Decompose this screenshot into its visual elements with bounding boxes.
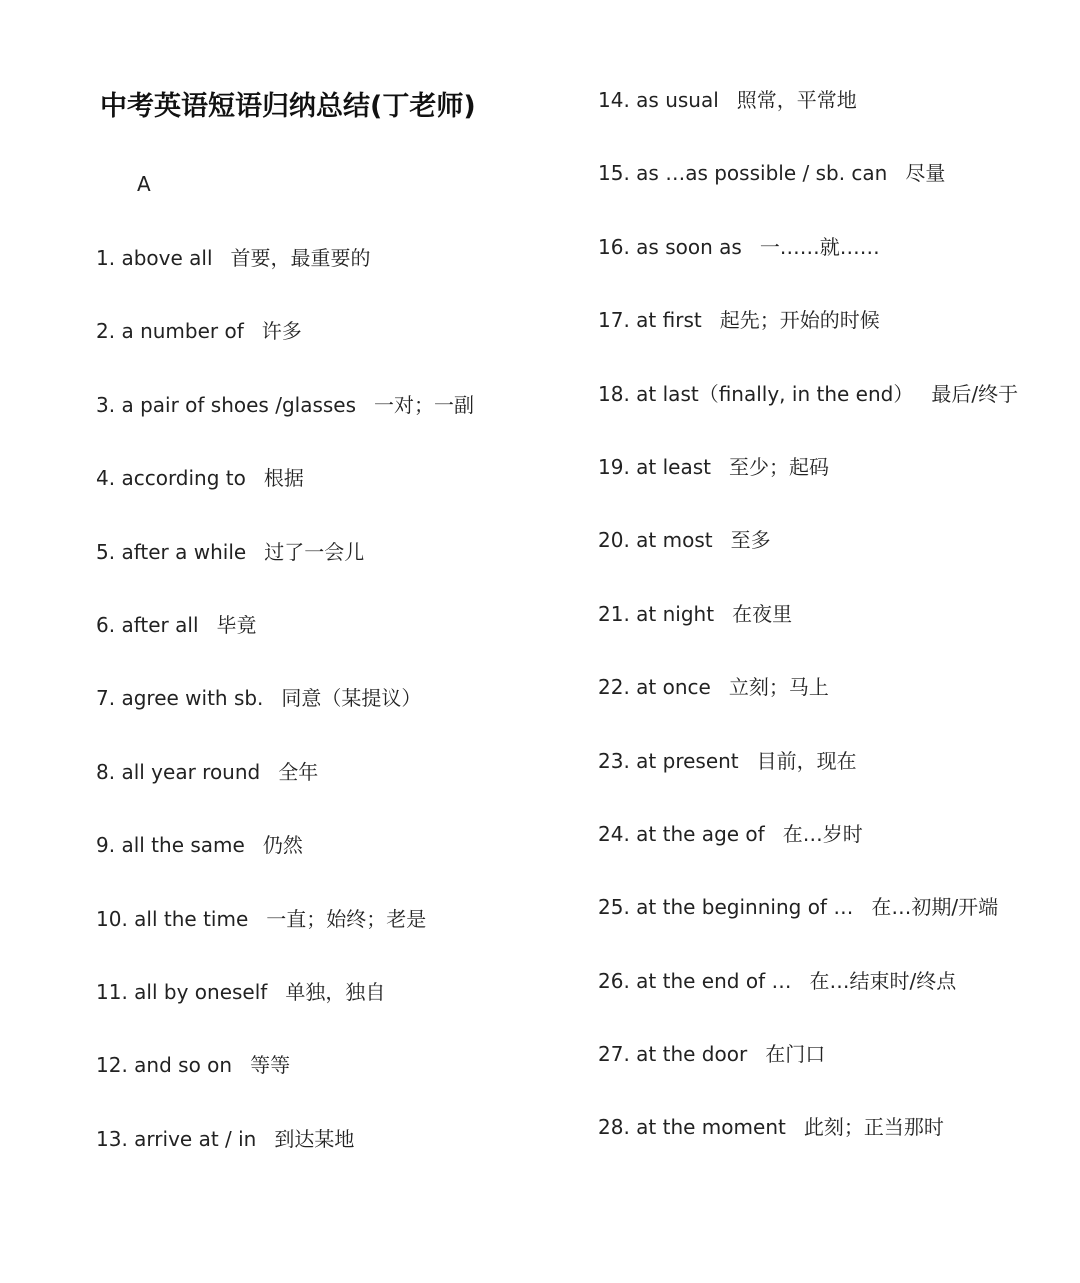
entry-english: at night <box>636 601 715 626</box>
entry-chinese: 等等 <box>250 1053 291 1078</box>
entry-chinese: 起先；开始的时候 <box>719 308 880 333</box>
entry-english: at most <box>636 528 713 553</box>
entry-number: 17. <box>598 308 630 333</box>
phrase-entry <box>598 810 1018 883</box>
entry-english: a pair of shoes /glasses <box>121 392 357 417</box>
right-column <box>598 76 1018 1177</box>
entry-chinese: 此刻；正当那时 <box>803 1115 944 1140</box>
entry-english: above all <box>121 246 213 270</box>
entry-number: 26. <box>598 968 630 993</box>
entry-chinese: 至多 <box>730 528 771 553</box>
phrase-entry <box>96 1041 474 1114</box>
entry-chinese: 仍然 <box>262 833 303 858</box>
entry-chinese: 一……就…… <box>759 234 880 259</box>
phrase-entry <box>96 968 474 1041</box>
entry-chinese: 同意（某提议） <box>281 686 422 711</box>
entry-chinese: 首要，最重要的 <box>230 246 371 270</box>
phrase-entry <box>598 957 1018 1030</box>
entry-number: 25. <box>598 895 630 920</box>
entry-number: 2. <box>96 319 116 344</box>
entry-chinese: 全年 <box>278 759 319 784</box>
entry-number: 6. <box>96 612 116 637</box>
entry-english: all the time <box>134 906 249 931</box>
phrase-entry <box>598 883 1018 956</box>
phrase-entry <box>96 895 474 968</box>
entry-chinese: 照常，平常地 <box>736 88 857 112</box>
entry-number: 22. <box>598 675 630 700</box>
entry-chinese: 过了一会儿 <box>264 539 365 564</box>
entry-english: after a while <box>121 539 247 564</box>
entry-chinese: 立刻；马上 <box>728 675 829 700</box>
entry-number: 12. <box>96 1053 128 1078</box>
entry-chinese: 毕竟 <box>216 612 257 637</box>
phrase-entry <box>598 516 1018 589</box>
phrase-entry <box>96 454 474 527</box>
entry-chinese: 到达某地 <box>274 1126 355 1151</box>
entry-english: at present <box>636 748 739 773</box>
entry-english: and so on <box>134 1053 233 1078</box>
entry-english: after all <box>121 612 199 637</box>
entry-chinese: 至少；起码 <box>729 454 830 479</box>
phrase-entry <box>598 737 1018 810</box>
entry-number: 7. <box>96 686 116 711</box>
page-title: 中考英语短语归纳总结(丁老师) <box>100 91 476 122</box>
phrase-entry <box>598 1103 1018 1176</box>
phrase-entry <box>96 1115 474 1188</box>
entry-number: 18. <box>598 381 630 406</box>
entry-english: at first <box>636 308 702 333</box>
entry-english: at last（finally, in the end） <box>636 381 914 406</box>
entry-english: at the moment <box>636 1115 786 1140</box>
entry-english: at the end of … <box>636 968 792 993</box>
entry-number: 23. <box>598 748 630 773</box>
entry-number: 16. <box>598 234 630 259</box>
entry-english: as …as possible / sb. can <box>636 161 888 186</box>
phrase-entry <box>598 443 1018 516</box>
entry-number: 28. <box>598 1115 630 1140</box>
entry-english: all the same <box>121 833 245 858</box>
entry-english: at the door <box>636 1042 748 1067</box>
phrase-entry <box>96 674 474 747</box>
entry-chinese: 尽量 <box>905 161 946 186</box>
phrase-entry <box>598 296 1018 369</box>
entry-english: agree with sb. <box>121 686 264 711</box>
entry-number: 9. <box>96 833 116 858</box>
entry-english: at once <box>636 675 711 700</box>
entry-english: a number of <box>121 319 244 344</box>
entry-chinese: 在门口 <box>765 1042 826 1067</box>
entry-number: 5. <box>96 539 116 564</box>
entry-number: 14. <box>598 88 630 112</box>
entry-chinese: 一直；始终；老是 <box>266 906 427 931</box>
entry-chinese: 在…岁时 <box>782 821 863 846</box>
section-letter: A <box>137 172 151 196</box>
entry-number: 8. <box>96 759 116 784</box>
entry-number: 11. <box>96 979 128 1004</box>
entry-chinese: 在…初期/开端 <box>871 895 999 920</box>
entry-number: 19. <box>598 454 630 479</box>
entry-english: at least <box>636 454 712 479</box>
phrase-entry <box>598 1030 1018 1103</box>
entry-number: 10. <box>96 906 128 931</box>
phrase-entry <box>598 149 1018 222</box>
entry-chinese: 目前，现在 <box>756 748 857 773</box>
phrase-entry <box>598 590 1018 663</box>
entry-english: as soon as <box>636 234 742 259</box>
phrase-entry <box>96 307 474 380</box>
entry-number: 24. <box>598 821 630 846</box>
entry-english: all by oneself <box>134 979 268 1004</box>
entry-chinese: 单独，独自 <box>285 979 386 1004</box>
phrase-entry <box>598 76 1018 149</box>
entry-chinese: 在夜里 <box>732 601 793 626</box>
entry-number: 15. <box>598 161 630 186</box>
entry-english: all year round <box>121 759 261 784</box>
entry-number: 27. <box>598 1042 630 1067</box>
entry-chinese: 最后/终于 <box>931 381 1019 406</box>
entry-number: 21. <box>598 601 630 626</box>
phrase-entry <box>96 528 474 601</box>
phrase-entry <box>96 234 474 307</box>
phrase-entry <box>598 223 1018 296</box>
entry-chinese: 根据 <box>263 466 304 491</box>
entry-number: 4. <box>96 466 116 491</box>
entry-english: at the age of <box>636 821 765 846</box>
phrase-entry <box>96 601 474 674</box>
phrase-entry <box>96 821 474 894</box>
entry-chinese: 在…结束时/终点 <box>809 968 957 993</box>
entry-english: according to <box>121 466 246 491</box>
entry-english: at the beginning of … <box>636 895 854 920</box>
entry-number: 1. <box>96 246 116 270</box>
left-column <box>96 234 474 1188</box>
entry-english: as usual <box>636 88 719 112</box>
entry-number: 20. <box>598 528 630 553</box>
entry-number: 3. <box>96 392 116 417</box>
entry-chinese: 一对；一副 <box>374 392 475 417</box>
phrase-entry <box>598 663 1018 736</box>
phrase-entry <box>96 381 474 454</box>
entry-english: arrive at / in <box>134 1126 257 1151</box>
phrase-entry <box>96 748 474 821</box>
phrase-entry <box>598 370 1018 443</box>
entry-chinese: 许多 <box>261 319 302 344</box>
entry-number: 13. <box>96 1126 128 1151</box>
